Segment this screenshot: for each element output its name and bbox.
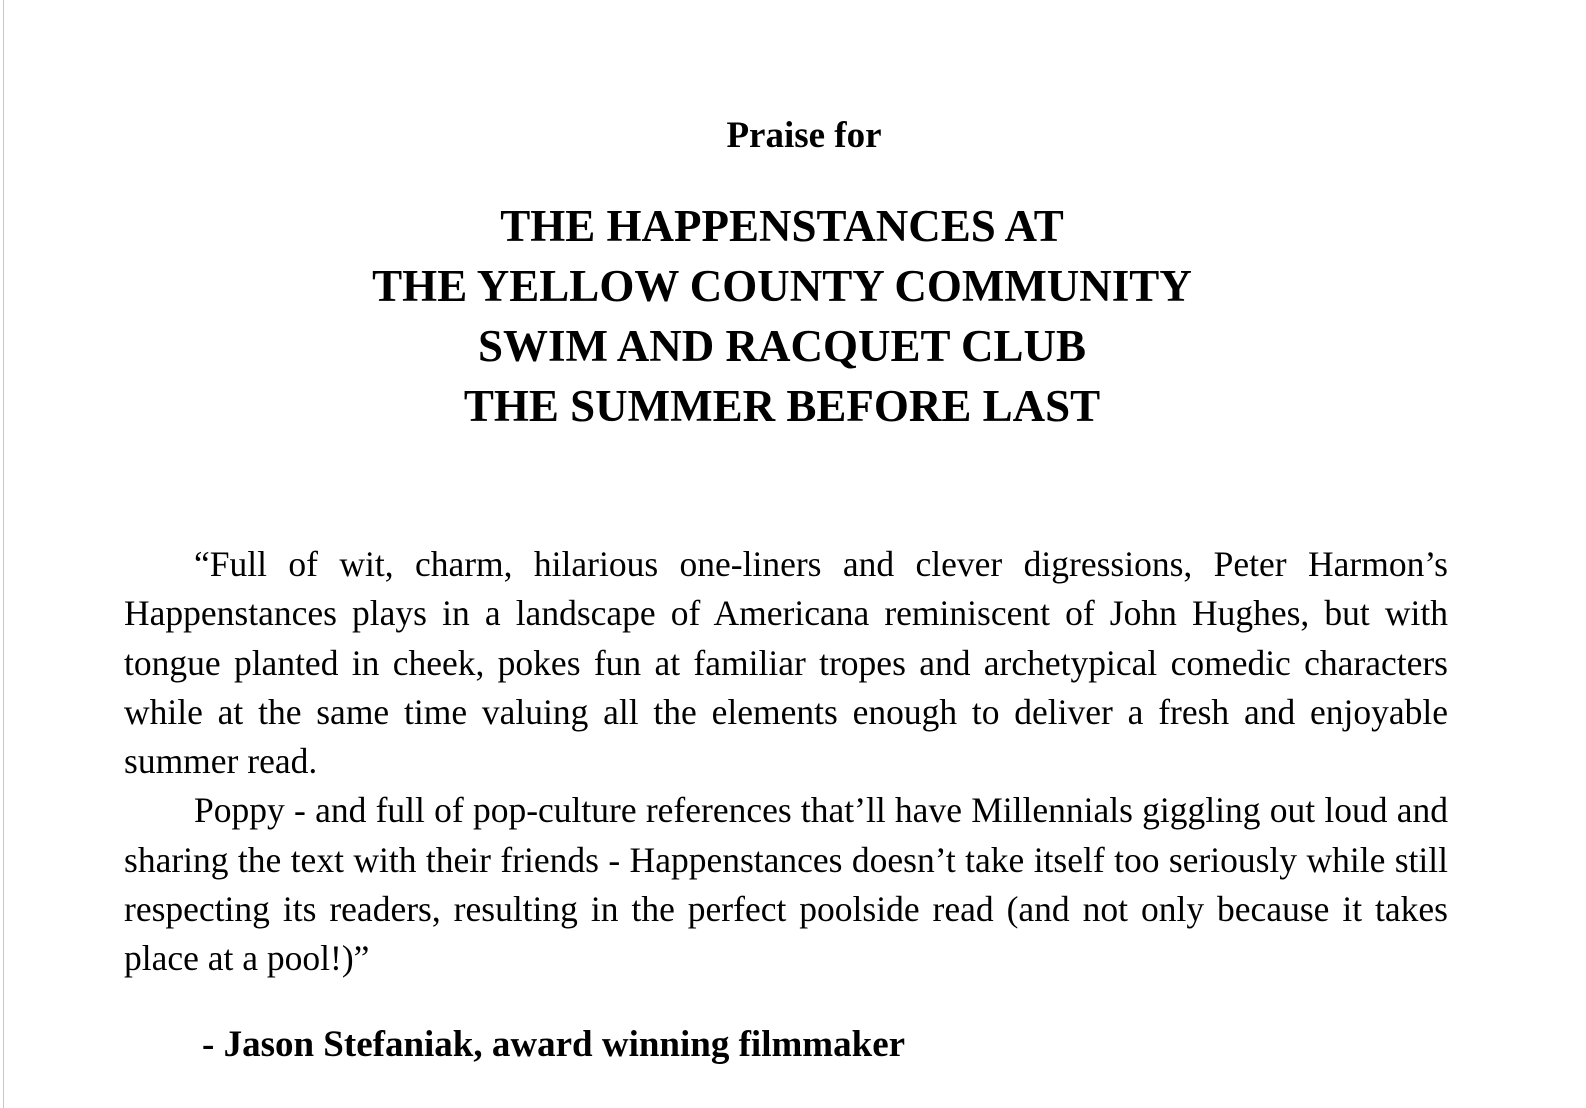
title-line-4: THE SUMMER BEFORE LAST [463, 381, 1101, 431]
page-edge-divider [3, 0, 4, 1108]
quote-attribution: - Jason Stefaniak, award winning filmmaker [202, 1024, 906, 1065]
quote-paragraph-2: Poppy - and full of pop-culture references that’ll have Millennials giggling out loud and sharing the text with their friends - Happenstances doesn’t take itself too seriously while still respecting its readers, resulting in the perfect poolside read (and not only because it takes place at a pool!)” [124, 790, 1448, 979]
praise-label: Praise for [726, 115, 882, 156]
quote-paragraph-1: “Full of wit, charm, hilarious one-liners and clever digressions, Peter Harmon’s Happenstances plays in a landscape of Americana reminiscent of John Hughes, but with tongue planted in cheek, pokes fun at familiar tropes and archetypical comedic characters while at the same time valuing all the elements enough to deliver a fresh and enjoyable summer read. [124, 544, 1448, 782]
book-title [124, 196, 1440, 436]
title-line-3: SWIM AND RACQUET CLUB [477, 321, 1086, 371]
title-line-2: THE YELLOW COUNTY COMMUNITY [372, 261, 1192, 311]
review-quote [124, 540, 1448, 984]
title-line-1: THE HAPPENSTANCES AT [500, 201, 1064, 251]
